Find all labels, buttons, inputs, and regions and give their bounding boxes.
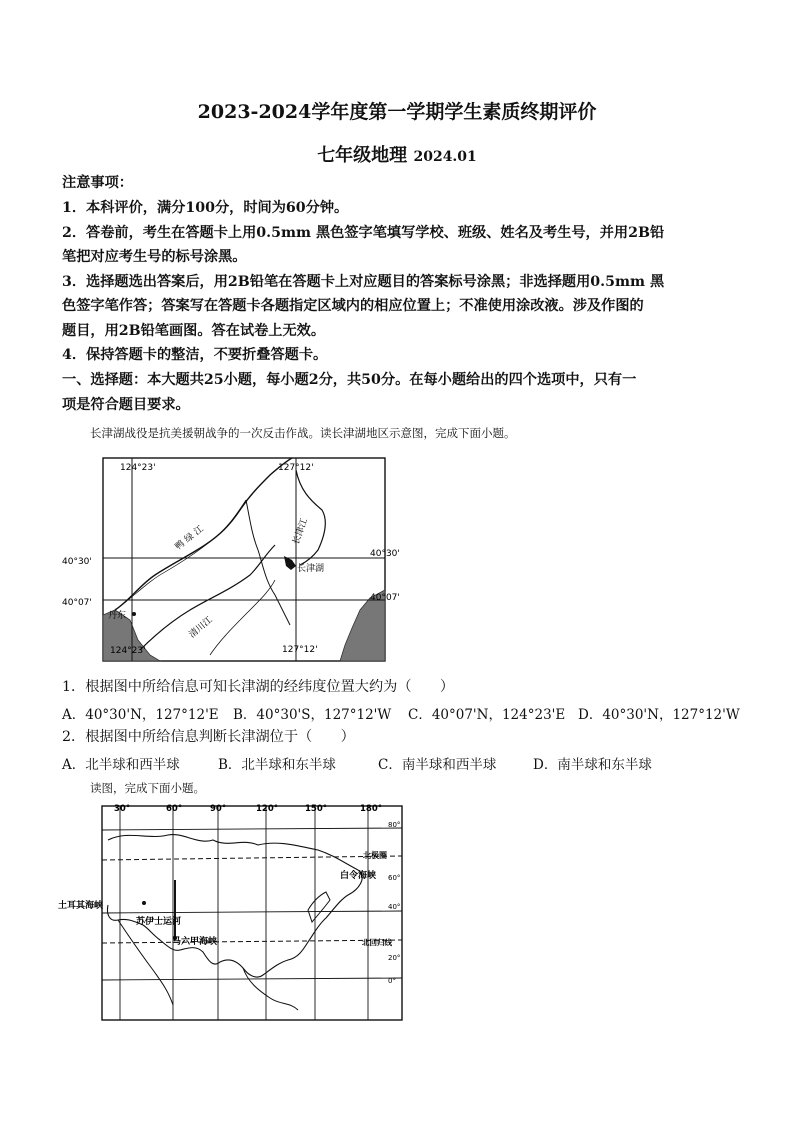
label-qingchuan: 清川江: [187, 615, 215, 641]
note-3: 3．选择题选出答案后，用2B铅笔在答题卡上对应题目的答案标号涂黑；非选择题用0.5mm 黑: [62, 274, 665, 290]
lat-label-80: 80°: [388, 821, 401, 829]
exam-title: 2023-2024学年度第一学期学生素质终期评价: [197, 101, 597, 123]
intro-map2: 读图，完成下面小题。: [90, 781, 205, 795]
note-4: 4．保持答题卡的整洁，不要折叠答题卡。: [62, 347, 328, 363]
label-lat-lower-right: 40°07': [370, 593, 400, 603]
question-2-stem: 2．根据图中所给信息判断长津湖位于（ ）: [62, 729, 355, 745]
note-1: 1．本科评价，满分100分，时间为60分钟。: [62, 200, 349, 216]
q2-option-a[interactable]: A．北半球和西半球: [62, 757, 180, 773]
q1-option-d[interactable]: D．40°30'N，127°12'W: [578, 707, 740, 723]
q2-option-d[interactable]: D．南半球和东半球: [533, 757, 652, 773]
label-lon-left-bottom: 124°23': [110, 646, 146, 656]
notes-heading: 注意事项：: [62, 175, 133, 191]
lat-label-40: 40°: [388, 903, 401, 911]
q1-option-b[interactable]: B．40°30'S，127°12'W: [233, 707, 392, 723]
label-lon-right-bottom: 127°12': [282, 645, 318, 655]
note-2: 2．答卷前，考生在答题卡上用0.5mm 黑色签字笔填写学校、班级、姓名及考生号，并用2B铅: [62, 225, 665, 241]
changjin-lake-map: [60, 450, 400, 665]
asia-map: [58, 800, 408, 1025]
label-tropic: 北回归线: [362, 938, 392, 947]
label-lat-upper-right: 40°30': [370, 549, 400, 559]
dandong-point: [132, 612, 136, 616]
section-heading: 一、选择题：本大题共25小题，每小题2分，共50分。在每小题给出的四个选项中，只有一: [62, 372, 637, 388]
q1-option-c[interactable]: C．40°07'N，124°23'E: [408, 707, 566, 723]
q2-option-c[interactable]: C．南半球和西半球: [378, 757, 497, 773]
exam-date: 2024.01: [413, 149, 477, 165]
label-lake: 长津湖: [297, 564, 325, 574]
lon-label-90: 90°: [210, 804, 227, 814]
label-turkish: 土耳其海峡: [58, 901, 104, 911]
section-heading-cont: 项是符合题目要求。: [62, 397, 190, 413]
label-arctic-circle: 北极圈: [363, 851, 387, 860]
lon-label-180: 180°: [360, 804, 382, 814]
label-lat-upper-left: 40°30': [62, 557, 92, 567]
lat-label-0: 0°: [388, 977, 396, 985]
lat-label-60: 60°: [388, 874, 401, 882]
map1-frame: [103, 458, 385, 661]
note-2-cont: 笔把对应考生号的标号涂黑。: [62, 249, 247, 265]
q1-option-a[interactable]: A．40°30'N，127°12'E: [62, 707, 219, 723]
subject-label: 七年级地理: [317, 145, 408, 166]
label-suez: 苏伊士运河: [136, 917, 182, 927]
lon-label-120: 120°: [256, 804, 278, 814]
label-bering: 白令海峡: [340, 871, 377, 881]
lon-label-150: 150°: [305, 804, 327, 814]
note-3-cont2: 题目，用2B铅笔画图。答在试卷上无效。: [62, 323, 326, 339]
label-yalu: 鸭 绿 江: [173, 524, 206, 553]
lon-label-30: 30°: [114, 804, 131, 814]
label-dandong: 丹东: [108, 611, 127, 621]
label-lon-right-top: 127°12': [278, 463, 314, 473]
question-1-stem: 1．根据图中所给信息可知长津湖的经纬度位置大约为（ ）: [62, 679, 455, 695]
turkish-strait-point: [142, 901, 146, 905]
label-malacca: 马六甲海峡: [172, 937, 218, 947]
exam-subtitle: [0, 141, 794, 167]
q2-option-b[interactable]: B．北半球和东半球: [218, 757, 336, 773]
intro-changjin: 长津湖战役是抗美援朝战争的一次反击作战。读长津湖地区示意图，完成下面小题。: [90, 426, 516, 440]
label-lon-left-top: 124°23': [120, 463, 156, 473]
lon-label-60: 60°: [166, 804, 183, 814]
label-lat-lower-left: 40°07': [62, 598, 92, 608]
note-3-cont: 色签字笔作答；答案写在答题卡各题指定区域内的相应位置上；不准使用涂改液。涉及作图的: [62, 298, 644, 314]
lat-label-20: 20°: [388, 954, 401, 962]
label-changjin-river: 长津江: [291, 517, 311, 547]
